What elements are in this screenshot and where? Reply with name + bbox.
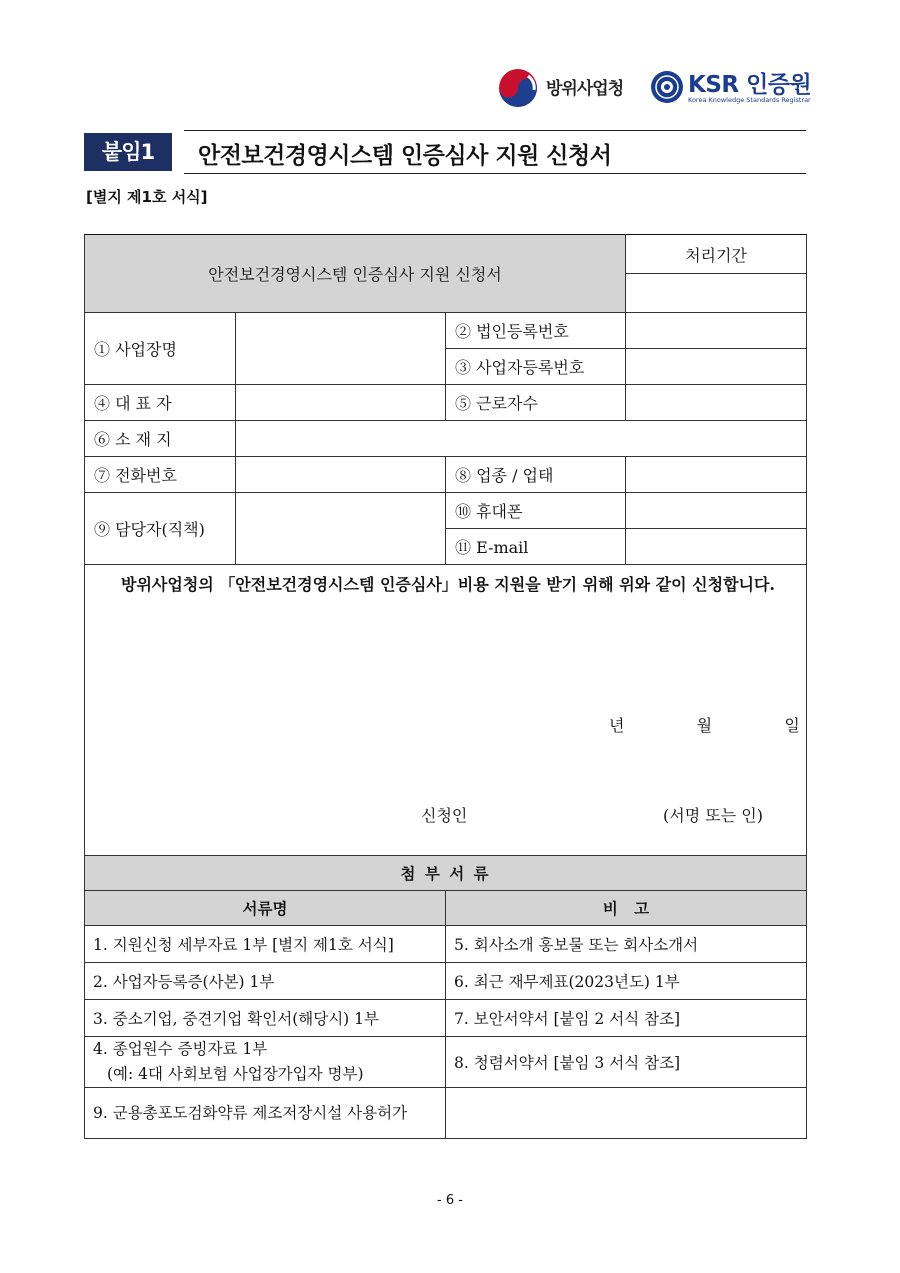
attachments-title: 첨 부 서 류 xyxy=(85,856,807,891)
input-representative[interactable] xyxy=(236,385,446,421)
input-contact-person[interactable] xyxy=(236,493,446,565)
label-mobile: ⑩ 휴대폰 xyxy=(446,493,626,529)
applicant-label: 신청인 xyxy=(421,806,468,825)
processing-period-label: 처리기간 xyxy=(626,235,807,274)
input-biz-reg-no[interactable] xyxy=(626,349,807,385)
taegeuk-logo-icon xyxy=(498,68,538,108)
attachment-item: 3. 중소기업, 중견기업 확인서(해당시) 1부 xyxy=(85,1000,446,1037)
col-note: 비 고 xyxy=(446,891,807,926)
label-email: ⑪ E-mail xyxy=(446,529,626,565)
input-industry[interactable] xyxy=(626,457,807,493)
input-phone[interactable] xyxy=(236,457,446,493)
label-industry: ⑧ 업종 / 업태 xyxy=(446,457,626,493)
label-employees: ⑤ 근로자수 xyxy=(446,385,626,421)
input-employees[interactable] xyxy=(626,385,807,421)
attachment-item-line: 4. 종업원수 증빙자료 1부 xyxy=(93,1040,268,1058)
date-month-label: 월 xyxy=(696,716,713,735)
ksr-emblem-icon xyxy=(650,70,684,104)
application-form-table xyxy=(84,234,807,861)
page-title: 안전보건경영시스템 인증심사 지원 신청서 xyxy=(198,143,612,169)
title-rule-bottom xyxy=(184,173,806,174)
form-header-title: 안전보건경영시스템 인증심사 지원 신청서 xyxy=(85,235,626,313)
header-logos xyxy=(498,62,818,118)
title-row xyxy=(84,130,806,174)
label-phone: ⑦ 전화번호 xyxy=(85,457,236,493)
date-day-label: 일 xyxy=(784,716,800,735)
attachment-item-note: (예: 4대 사회보험 사업장가입자 명부) xyxy=(107,1065,364,1083)
date-year-label: 년 xyxy=(609,716,625,735)
label-biz-reg-no: ③ 사업자등록번호 xyxy=(446,349,626,385)
attachment-item: 1. 지원신청 세부자료 1부 [별지 제1호 서식] xyxy=(85,926,446,963)
input-email[interactable] xyxy=(626,529,807,565)
declaration-text: 방위사업청의 「안전보건경영시스템 인증심사」비용 지원을 받기 위해 위와 같이 신청합니다. xyxy=(121,575,776,594)
label-representative: ④ 대 표 자 xyxy=(85,385,236,421)
input-business-name[interactable] xyxy=(236,313,446,385)
declaration-block xyxy=(85,565,807,861)
attachment-item: 5. 회사소개 홍보물 또는 회사소개서 xyxy=(446,926,807,963)
input-address[interactable] xyxy=(236,421,807,457)
ksr-subtitle: Korea Knowledge Standards Registrar xyxy=(688,96,811,104)
attachment-item: 9. 군용총포도검화약류 제조저장시설 사용허가 xyxy=(85,1088,446,1139)
label-address: ⑥ 소 재 지 xyxy=(85,421,236,457)
col-doc-name: 서류명 xyxy=(85,891,446,926)
processing-period-value[interactable] xyxy=(626,274,807,313)
attachment-badge: 붙임1 xyxy=(84,133,172,171)
form-number-label: [별지 제1호 서식] xyxy=(86,188,208,206)
attachment-item: 2. 사업자등록증(사본) 1부 xyxy=(85,963,446,1000)
attachments-table xyxy=(84,855,807,1139)
attachment-item xyxy=(85,1037,446,1088)
label-business-name: ① 사업장명 xyxy=(85,313,236,385)
attachment-item: 6. 최근 재무제표(2023년도) 1부 xyxy=(446,963,807,1000)
page-number: - 6 - xyxy=(437,1193,463,1208)
input-corp-reg-no[interactable] xyxy=(626,313,807,349)
mnd-name: 방위사업청 xyxy=(546,79,624,99)
input-mobile[interactable] xyxy=(626,493,807,529)
title-rule-top xyxy=(184,130,806,131)
attachment-item: 7. 보안서약서 [붙임 2 서식 참조] xyxy=(446,1000,807,1037)
label-contact-person: ⑨ 담당자(직책) xyxy=(85,493,236,565)
signature-hint: (서명 또는 인) xyxy=(663,806,763,825)
attachment-item-empty xyxy=(446,1088,807,1139)
attachment-item: 8. 청렴서약서 [붙임 3 서식 참조] xyxy=(446,1037,807,1088)
ksr-name: KSR 인증원 xyxy=(688,72,812,98)
label-corp-reg-no: ② 법인등록번호 xyxy=(446,313,626,349)
date-line xyxy=(609,713,800,736)
